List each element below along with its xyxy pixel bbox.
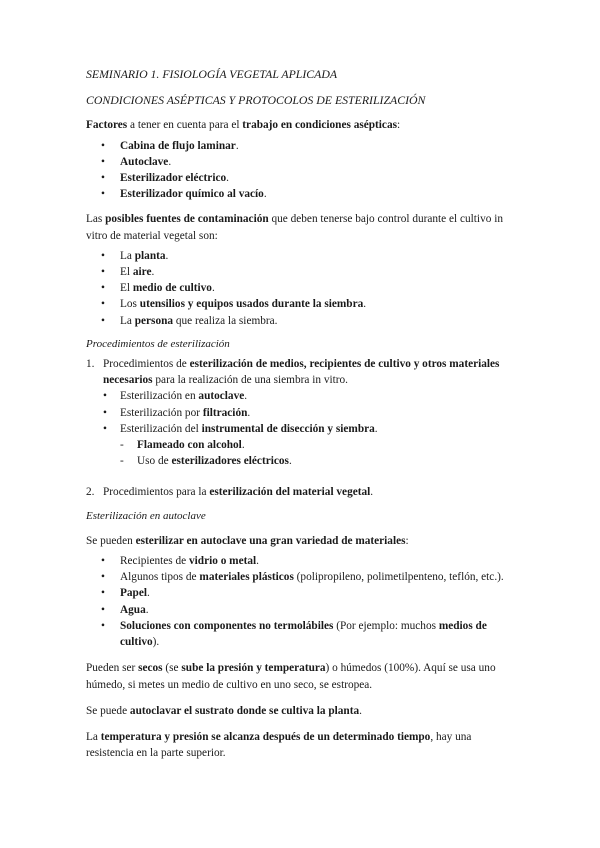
fuentes-list [86,248,514,329]
document-subtitle: CONDICIONES ASÉPTICAS Y PROTOCOLOS DE ESTERILIZACIÓN [86,93,426,108]
list-item: • Algunos tipos de materiales plásticos (polipropileno, polimetilpenteno, teflón, etc.). [86,569,514,585]
list-item: - Flameado con alcohol. [120,437,514,453]
procedimientos-list [86,356,514,501]
list-item: • El medio de cultivo. [86,280,514,296]
list-item: • La planta. [86,248,514,264]
document-page [86,62,514,761]
autoclave-intro: Se pueden esterilizar en autoclave una gran variedad de materiales: [86,534,409,547]
secos-paragraph: Pueden ser secos (se sube la presión y temperatura) o húmedos (100%). Aquí se usa uno húmedo, si metes un medio de cultivo en uno seco, se estropea. [86,662,496,691]
list-item: • Esterilizador eléctrico. [86,170,514,186]
list-item: • Esterilización por filtración. [103,405,514,421]
autoclave-materials-list [86,553,514,650]
numbered-item: 1. Procedimientos de esterilización de medios, recipientes de cultivo y otros materiales necesarios para la realización de una siembra in vitro. • Esterilización en autoclave. • Esterilización por filtración. • Esterilización del instrumental de disección y siembra. - Flameado con alcohol. - Uso de esterilizadores eléctricos. [86,356,514,469]
factores-intro: Factores a tener en cuenta para el trabajo en condiciones asépticas: [86,119,401,132]
list-item: • Esterilizador químico al vacío. [86,186,514,202]
list-item: - Uso de esterilizadores eléctricos. [120,453,514,469]
spacer [86,469,514,484]
procedimientos-subtitle: Procedimientos de esterilización [86,337,230,350]
list-item: • El aire. [86,264,514,280]
list-item: • Soluciones con componentes no termolábiles (Por ejemplo: muchos medios de cultivo). [86,618,514,650]
document-title: SEMINARIO 1. FISIOLOGÍA VEGETAL APLICADA [86,67,338,81]
list-item: • Papel. [86,585,514,601]
list-item: • Cabina de flujo laminar. [86,138,514,154]
list-item: • Recipientes de vidrio o metal. [86,553,514,569]
list-item: • Esterilización en autoclave. [103,388,514,404]
fuentes-intro: Las posibles fuentes de contaminación que deben tenerse bajo control durante el cultivo in vitro de material vegetal son: [86,213,503,242]
temperatura-paragraph: La temperatura y presión se alcanza después de un determinado tiempo, hay una resistencia en la parte superior. [86,730,472,760]
numbered-item: 2. Procedimientos para la esterilización del material vegetal. [86,486,374,499]
autoclave-subtitle: Esterilización en autoclave [86,509,206,522]
list-item: • Agua. [86,602,514,618]
instrumental-sublist [120,437,514,469]
esterilizacion-methods [103,388,514,469]
list-item: • Autoclave. [86,154,514,170]
list-item: • Los utensilios y equipos usados durante la siembra. [86,296,514,312]
list-item: • Esterilización del instrumental de disección y siembra. - Flameado con alcohol. - Uso de esterilizadores eléctricos. [103,421,514,470]
sustrato-paragraph: Se puede autoclavar el sustrato donde se cultiva la planta. [86,704,362,717]
factores-list [86,138,514,203]
list-item: • La persona que realiza la siembra. [86,313,514,329]
